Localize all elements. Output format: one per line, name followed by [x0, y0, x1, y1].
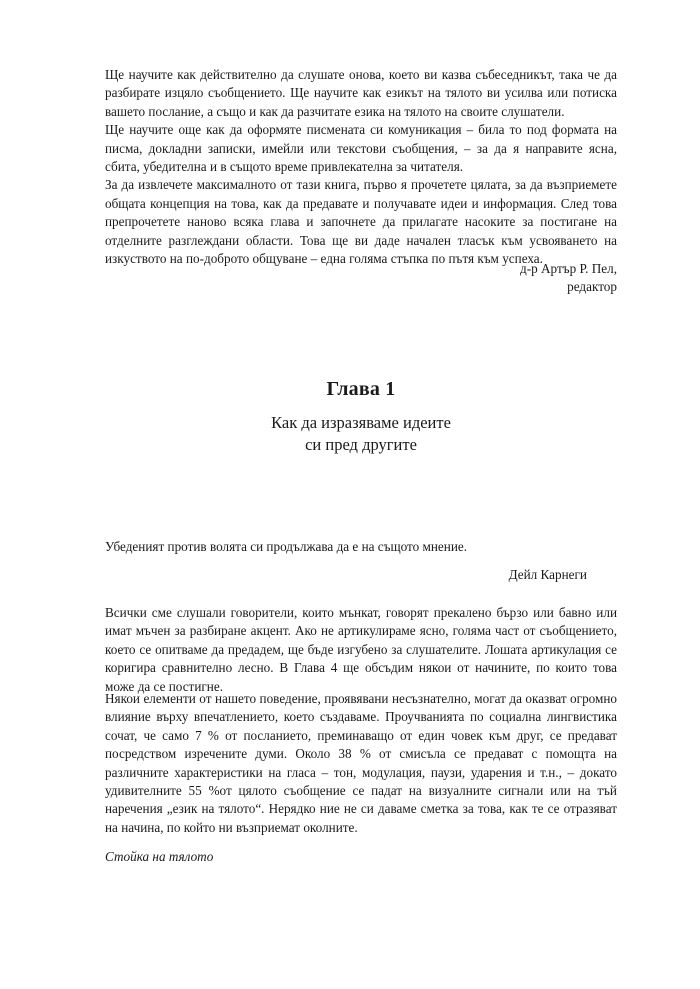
epigraph-author: Дейл Карнеги	[508, 567, 587, 582]
intro-paragraph-3: За да извлечете максималното от тази книга, първо я прочетете цялата, за да възприемете общата концепция на това, как да предавате и получавате идеи и информация. След това препрочетете наново всяка глава и започнете да прилагате насоките за постигане на отделните разглеждани области. Това ще ви даде начален тласък към усвояването на изкуството на по-доброто общуване – една голяма стъпка по пътя към успеха.	[105, 177, 617, 267]
chapter-title: Глава 1	[326, 378, 396, 400]
editor-signature	[520, 260, 617, 297]
chapter-subtitle-line-1: Как да изразяваме идеите	[271, 413, 451, 432]
section-heading: Стойка на тялото	[105, 849, 214, 864]
document-page	[105, 0, 617, 989]
body-paragraph-1: Всички сме слушали говорители, които мънкат, говорят прекалено бързо или бавно или имат мъчен за разбиране акцент. Ако не артикулираме ясно, голяма част от съобщението, което се опитваме да предадем, ще бъде изгубено за слушателите. Лошата артикулация се коригира сравнително лесно. В Глава 4 ще обсъдим някои от начините, по които това може да се постигне.	[105, 605, 617, 694]
intro-text	[105, 66, 617, 268]
signature-role: редактор	[567, 279, 617, 295]
signature-name: д-р Артър Р. Пел,	[520, 261, 617, 276]
chapter-subtitle-line-2: си пред другите	[305, 435, 417, 454]
body-paragraph-2: Някои елементи от нашето поведение, проявявани несъзнателно, могат да оказват огромно влияние върху впечатлението, което създаваме. Проучванията по социална лингвистика сочат, че само 7 % от посланието, преминаващо от един човек към друг, се предават посредством изречените думи. Около 38 % от смисъла се предават с помощта на различните характеристики на гласа – тон, модулация, паузи, ударения и т.н., – докато удивителните 55 %от цялото съобщение се падат на визуалните сигнали или на тъй наречения „език на тялото“. Нерядко ние не си даваме сметка за това, как те се отразяват на начина, по който ни възприемат околните.	[105, 691, 617, 835]
chapter-subtitle	[105, 412, 617, 456]
intro-paragraph-2: Ще научите още как да оформяте писмената си комуникация – била то под формата на писма, докладни записки, имейли или текстови съобщения, – за да я направите ясна, сбита, убедителна и в същото време привлекателна за читателя.	[105, 122, 617, 175]
intro-paragraph-1: Ще научите как действително да слушате онова, което ви казва събеседникът, така че да разбирате изцяло съобщението. Ще научите как езикът на тялото ви усилва или потиска вашето послание, а също и как да разчитате езика на тялото на своите слушатели.	[105, 67, 617, 119]
epigraph-quote: Убеденият против волята си продължава да е на същото мнение.	[105, 539, 468, 554]
